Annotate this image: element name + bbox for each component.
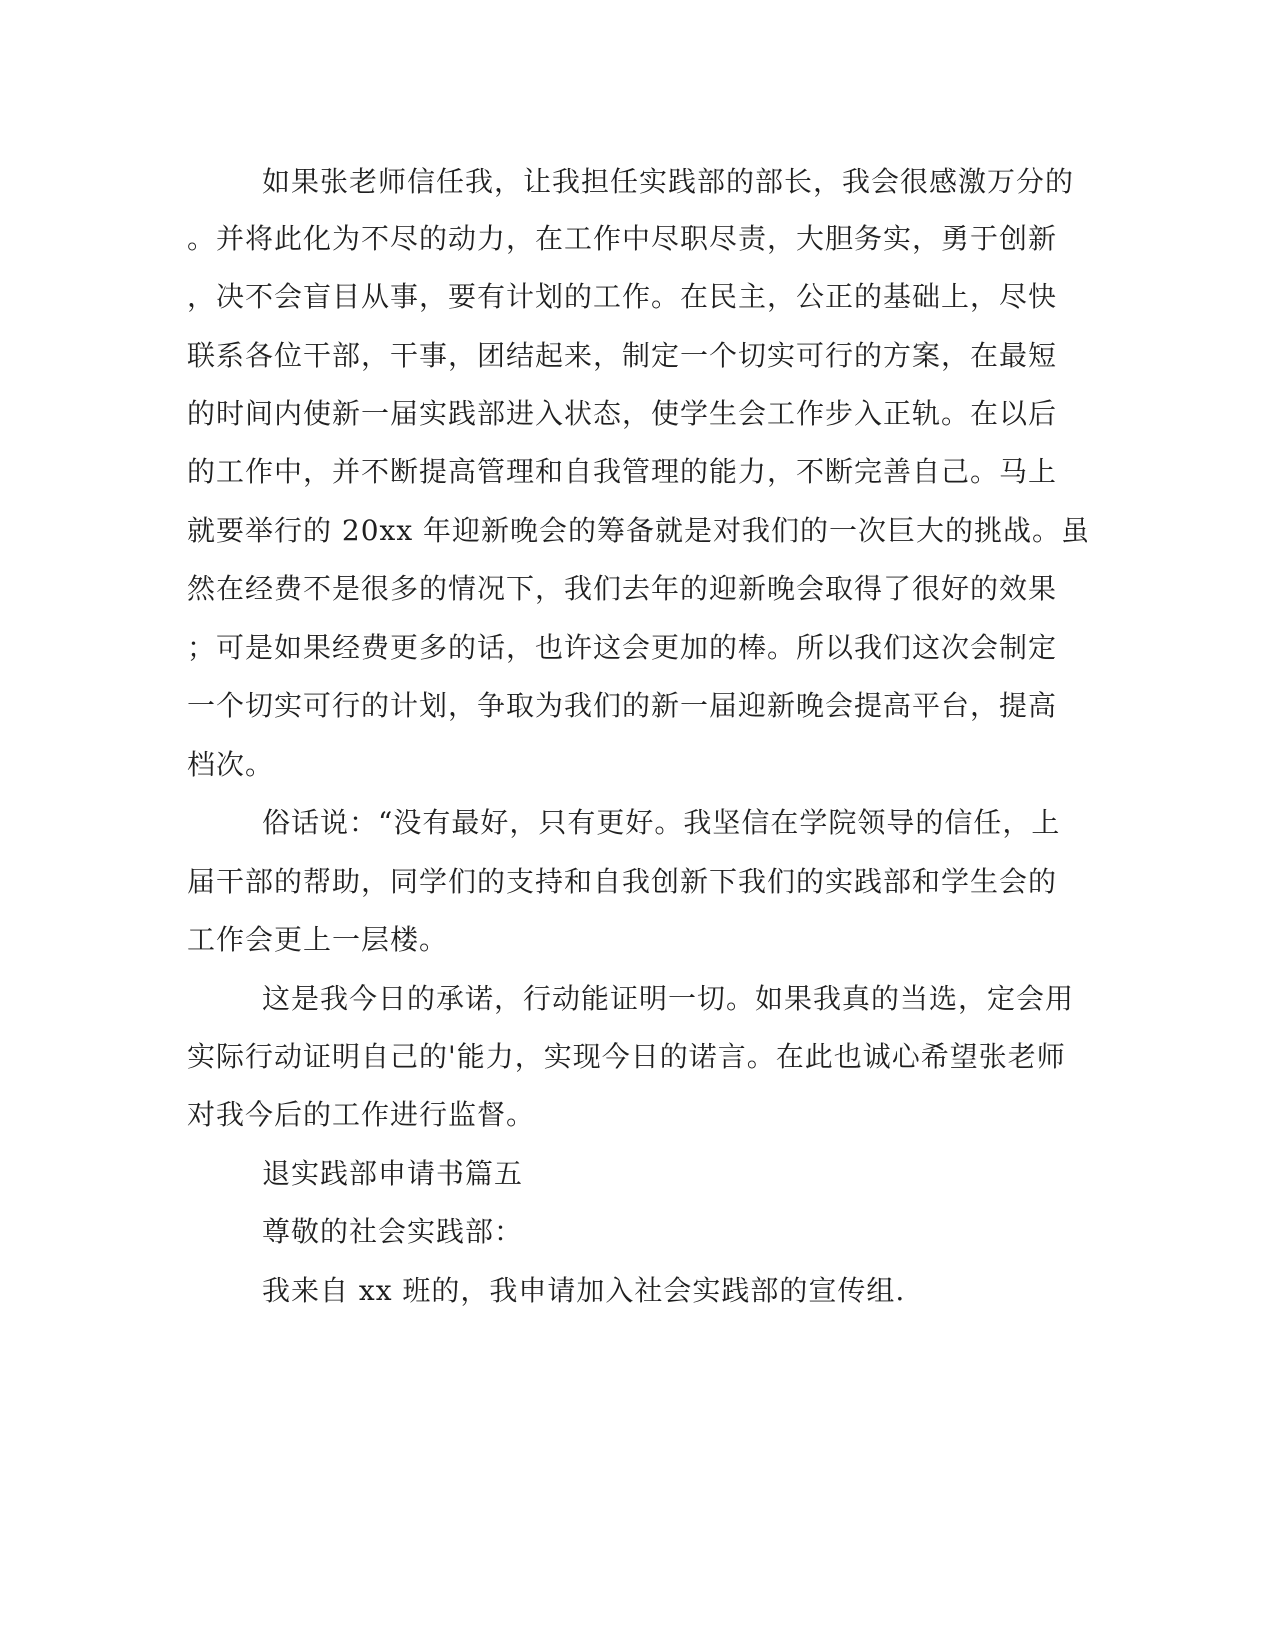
paragraph-1-line-1: 如果张老师信任我，让我担任实践部的部长，我会很感激万分的	[262, 165, 1075, 198]
paragraph-1-line-9: ；可是如果经费更多的话，也许这会更加的棒。所以我们这次会制定	[187, 631, 1058, 664]
paragraph-1-line-6: 的工作中，并不断提高管理和自我管理的能力，不断完善自己。马上	[187, 455, 1058, 488]
paragraph-1-line-11: 档次。	[187, 748, 275, 781]
paragraph-1-line-3: ，决不会盲目从事，要有计划的工作。在民主，公正的基础上，尽快	[187, 280, 1058, 313]
paragraph-1-line-10: 一个切实可行的计划，争取为我们的新一届迎新晚会提高平台，提高	[187, 689, 1058, 722]
paragraph-1-line-5: 的时间内使新一届实践部进入状态，使学生会工作步入正轨。在以后	[187, 397, 1058, 430]
salutation: 尊敬的社会实践部：	[262, 1215, 524, 1248]
paragraph-2-line-3: 工作会更上一层楼。	[187, 923, 449, 956]
section-title: 退实践部申请书篇五	[262, 1157, 524, 1190]
paragraph-1-line-7: 就要举行的 20xx 年迎新晚会的筹备就是对我们的一次巨大的挑战。虽	[187, 514, 1091, 547]
paragraph-2-line-2: 届干部的帮助，同学们的支持和自我创新下我们的实践部和学生会的	[187, 865, 1058, 898]
paragraph-1-line-8: 然在经费不是很多的情况下，我们去年的迎新晚会取得了很好的效果	[187, 572, 1058, 605]
paragraph-1-line-4: 联系各位干部，干事，团结起来，制定一个切实可行的方案，在最短	[187, 339, 1058, 372]
paragraph-4-line-1: 我来自 xx 班的，我申请加入社会实践部的宣传组.	[262, 1274, 906, 1307]
paragraph-3-line-3: 对我今后的工作进行监督。	[187, 1098, 536, 1131]
paragraph-1-line-2: 。并将此化为不尽的动力，在工作中尽职尽责，大胆务实，勇于创新	[187, 222, 1058, 255]
paragraph-3-line-2: 实际行动证明自己的'能力，实现今日的诺言。在此也诚心希望张老师	[187, 1040, 1066, 1073]
paragraph-3-line-1: 这是我今日的承诺，行动能证明一切。如果我真的当选，定会用	[262, 982, 1075, 1015]
paragraph-2-line-1: 俗话说：“没有最好，只有更好。我坚信在学院领导的信任，上	[262, 806, 1061, 839]
